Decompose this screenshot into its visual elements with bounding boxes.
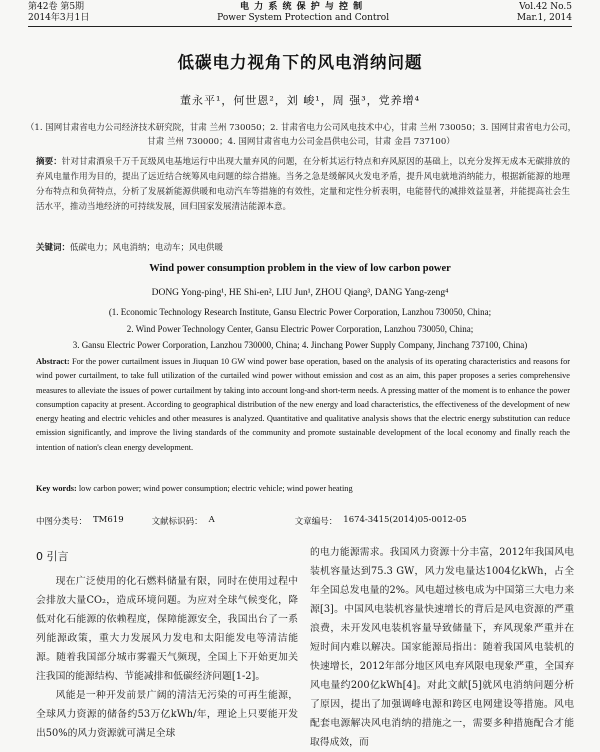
paper-title: 低碳电力视角下的风电消纳问题 bbox=[177, 53, 423, 72]
affiliation-en-line: 3. Gansu Electric Power Corporation, Lanzhou 730000, China; 4. Jinchang Power Supply Company, Jinchang 737100, China) bbox=[72, 340, 528, 350]
publish-date-en: Mar.1, 2014 bbox=[516, 13, 572, 23]
affiliation-en-line: 2. Wind Power Technology Center, Gansu Electric Power Corporation, Lanzhou 730050, China; bbox=[126, 323, 474, 334]
keywords-en bbox=[36, 484, 570, 493]
journal-name-en: Power System Protection and Control bbox=[217, 13, 390, 23]
doc-code-label: 文献标识码： bbox=[151, 517, 203, 527]
left-column bbox=[36, 543, 298, 743]
body-paragraph: 现在广泛使用的化石燃料储量有限，同时在使用过程中会排放大量CO₂，造成环境问题。为应对全球气候变化，降低对化石能源的依赖程度，保障能源安全，我国出台了一系列能源政策，重大力发展风力发电和太阳能发电等清洁能源。随着我国部分城市雾霾天气频现，全国上下开始更加关注我国的能源结构、节能减排和低碳经济问题[1-2]。 bbox=[36, 576, 298, 682]
volume-issue-en: Vol.42 No.5 bbox=[519, 2, 572, 12]
clc-code: TM619 bbox=[93, 515, 124, 525]
keywords-cn-text: 低碳电力；风电消纳；电动车；风电供暖 bbox=[70, 243, 224, 253]
journal-header bbox=[28, 2, 572, 30]
affiliations-cn: （1. 国网甘肃省电力公司经济技术研究院，甘肃 兰州 730050；2. 甘肃省电力公司风电技术中心，甘肃 兰州 730050；3. 国网甘肃省电力公司，甘肃 兰州 730000；4. 国网甘肃省电力公司金昌供电公司，甘肃 金昌 737100） bbox=[25, 123, 577, 147]
keywords-cn-label: 关键词： bbox=[36, 243, 71, 253]
keywords-en-label: Key words: bbox=[36, 484, 77, 493]
abstract-en-text: For the power curtailment issues in Jiuquan 10 GW wind power base operation, based on the analysis of its operating characteristics and reasons for wind power curtailment, to take full utilization of the curtailed wind power without emission and cost as an aim, this paper proposes a series comprehensive measures to alleviate the issues of power curtailment by taking into account long-and short-term needs. A pressing matter of the moment is to enhance the power consumption capacity at present. According to geographical distribution of the new energy and load characteristics, the effectiveness of the development of new energy heating and electric vehicles and other measures is analyzed. Quantitative and qualitative analysis shows that the electric energy substitution can reduce emission significantly, and improve the living standards of the community and promote sustainable development of the local economy and finally reach the intention of nation's clean energy development. bbox=[36, 357, 570, 452]
doc-code: A bbox=[208, 515, 215, 525]
publish-date: 2014年3月1日 bbox=[28, 13, 90, 23]
section-heading: 0 引言 bbox=[36, 550, 69, 563]
authors-en: DONG Yong-ping¹, HE Shi-en², LIU Jun¹, ZHOU Qiang³, DANG Yang-zeng⁴ bbox=[151, 288, 449, 298]
abstract-cn-label: 摘要： bbox=[36, 157, 62, 167]
clc-label: 中图分类号： bbox=[36, 517, 88, 527]
paper-title-en: Wind power consumption problem in the view of low carbon power bbox=[149, 263, 451, 274]
abstract-en-label: Abstract: bbox=[36, 357, 70, 366]
classification-line bbox=[36, 515, 570, 527]
volume-issue: 第42卷 第5期 bbox=[28, 2, 85, 12]
abstract-cn-text: 针对甘肃酒泉千万千瓦级风电基地运行中出现大量弃风的问题，在分析其运行特点和弃风原因的基础上，以充分发挥无成本无碳排放的弃风电量作用为目的，提出了远近结合统筹风电问题的综合措施。当务之急是缓解风火发电矛盾，提升风电就地消纳能力，根据新能源的地理分布特点和负荷特点，分析了发展新能源供暖和电动汽车等措施的有效性，定量和定性分析表明，电能替代的减排效益显著，并能提高社会生活水平，推动当地经济的可持续发展，回归国家发展清洁能源本意。 bbox=[36, 157, 570, 212]
right-column bbox=[310, 543, 574, 752]
affiliations-en bbox=[20, 304, 580, 354]
body-paragraph: 的电力能源需求。我国风力资源十分丰富，2012年我国风电装机容量达到75.3 GW，风力发电量达1004亿kWh，占全年全国总发电量的2%。风电超过核电成为中国第三大电力来源[3]。中国风电装机容量快速增长的背后是风电资源的严重浪费，未开发风电装机容量导致储量下，弃风现象严重并在短时间内难以解决。国家能源局指出：随着我国风电装机的快速增长，2012年部分地区风电弃风限电现象严重，全国弃风电量约200亿kWh[4]。对此文献[5]就风电消纳问题分析了原因，提出了加强调峰电源和跨区电网建设等措施。风电配套电源解决风电消纳的措施之一，需要多种措施配合才能取得成效，而 bbox=[310, 547, 574, 748]
article-number-label: 文章编号： bbox=[294, 517, 338, 527]
affiliation-en-line: (1. Economic Technology Research Institute, Gansu Electric Power Corporation, Lanzhou 730050, China; bbox=[108, 307, 492, 317]
abstract-cn bbox=[36, 155, 570, 215]
header-rule bbox=[28, 26, 572, 27]
keywords-en-text: low carbon power; wind power consumption; electric vehicle; wind power heating bbox=[78, 484, 353, 493]
authors-cn: 董永平¹，何世恩²，刘 峻¹，周 强³，党养增⁴ bbox=[179, 94, 421, 107]
journal-name-cn: 电 力 系 统 保 护 与 控 制 bbox=[240, 2, 364, 12]
article-number: 1674-3415(2014)05-0012-05 bbox=[343, 515, 467, 525]
keywords-cn bbox=[36, 241, 570, 253]
abstract-en bbox=[36, 355, 570, 455]
body-paragraph: 风能是一种开发前景广阔的清洁无污染的可再生能源，全球风力资源的储备约53万亿kWh/年，理论上只要能开发出50%的风力资源就可满足全球 bbox=[36, 690, 298, 739]
